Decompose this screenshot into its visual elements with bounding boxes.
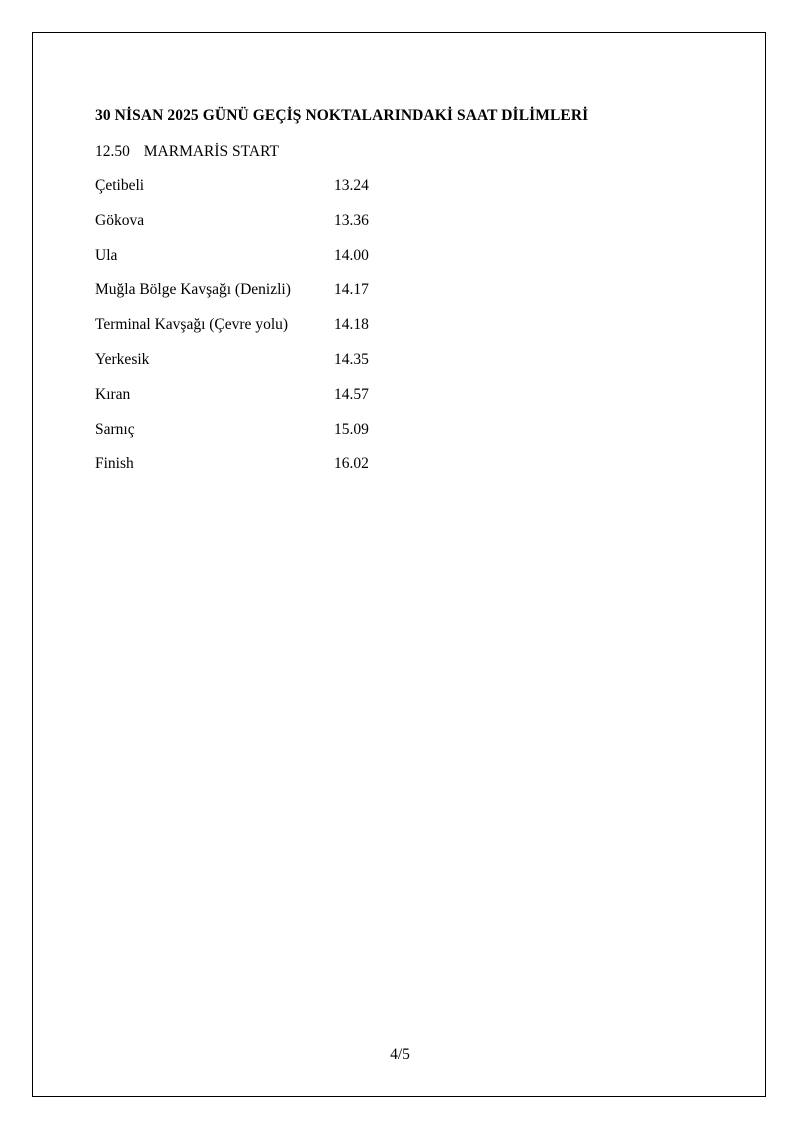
checkpoint-time: 14.57 xyxy=(334,385,369,403)
checkpoint-row xyxy=(95,421,495,456)
checkpoint-name: Çetibeli xyxy=(95,177,145,194)
start-line xyxy=(95,143,279,161)
checkpoint-time: 14.18 xyxy=(334,316,369,334)
document-title: 30 NİSAN 2025 GÜNÜ GEÇİŞ NOKTALARINDAKİ SAAT DİLİMLERİ xyxy=(95,107,589,124)
checkpoint-time: 13.24 xyxy=(334,177,369,194)
checkpoint-name: Gökova xyxy=(95,211,145,229)
checkpoint-row xyxy=(95,386,495,421)
checkpoint-time: 14.17 xyxy=(334,281,369,299)
checkpoint-name: Terminal Kavşağı (Çevre yolu) xyxy=(95,316,289,334)
checkpoint-row xyxy=(95,316,495,351)
checkpoint-time: 14.00 xyxy=(334,246,369,264)
checkpoint-time: 15.09 xyxy=(334,420,369,438)
checkpoint-name: Kıran xyxy=(95,385,131,403)
checkpoint-row xyxy=(95,212,495,247)
checkpoint-row xyxy=(95,351,495,386)
checkpoint-name: Ula xyxy=(95,246,118,264)
start-label: MARMARİS START xyxy=(143,143,279,160)
checkpoint-name: Sarnıç xyxy=(95,420,135,438)
checkpoint-time: 13.36 xyxy=(334,211,369,229)
checkpoint-row xyxy=(95,281,495,316)
checkpoint-row xyxy=(95,247,495,282)
start-time: 12.50 xyxy=(95,143,130,160)
checkpoint-list xyxy=(95,177,495,490)
checkpoint-time: 16.02 xyxy=(334,455,369,473)
checkpoint-row xyxy=(95,177,495,212)
checkpoint-time: 14.35 xyxy=(334,350,369,368)
checkpoint-row xyxy=(95,455,495,490)
checkpoint-name: Yerkesik xyxy=(95,350,150,368)
page-number: 4/5 xyxy=(390,1046,410,1063)
checkpoint-name: Muğla Bölge Kavşağı (Denizli) xyxy=(95,281,291,299)
checkpoint-name: Finish xyxy=(95,455,134,473)
